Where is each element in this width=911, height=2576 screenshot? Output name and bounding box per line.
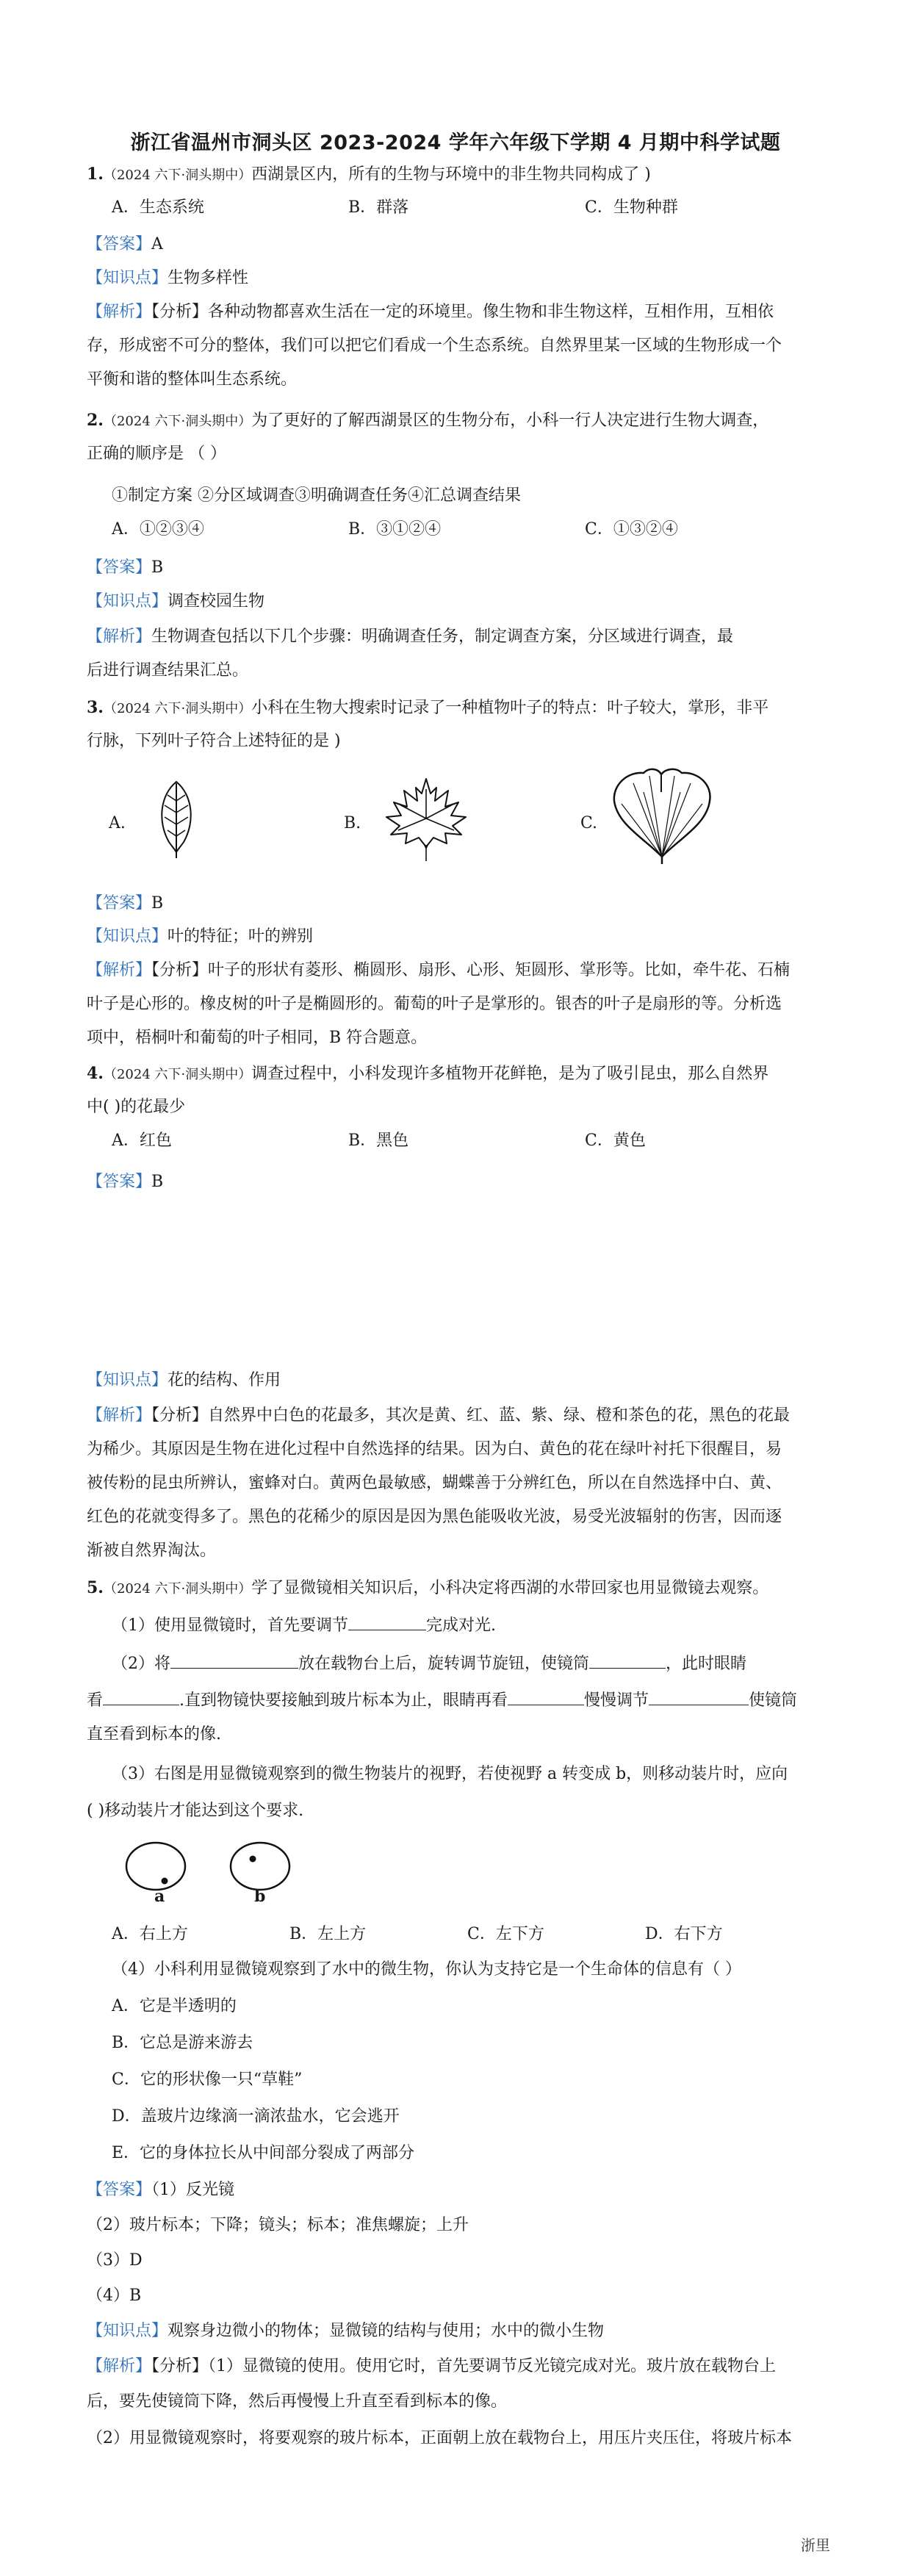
q5-3-option-a: A．右上方 — [112, 1925, 188, 1943]
question-text: 中( )的花最少 — [87, 1098, 186, 1116]
answer-tag: 【答案】 — [87, 235, 152, 253]
q5-part3-cont: ( )移动装片才能达到这个要求. — [87, 1802, 304, 1820]
ovate-leaf-icon — [147, 779, 206, 860]
ginkgo-leaf-icon — [607, 763, 717, 866]
q3-analysis-line — [87, 960, 790, 982]
answer-blank[interactable] — [348, 1613, 426, 1630]
analysis-tag: 【解析】 — [87, 303, 152, 321]
q2-option-b: B．③①②④ — [348, 520, 442, 539]
part-text: 使镜筒 — [749, 1691, 798, 1710]
part-text: ，此时眼睛 — [666, 1655, 747, 1673]
part-text: 放在载物台上后，旋转调节旋钮，使镜筒 — [298, 1655, 590, 1673]
q3-option-b-label: B. — [344, 814, 361, 832]
question-number: 3. — [87, 698, 104, 717]
q5-4-option-c: C．它的形状像一只“草鞋” — [112, 2070, 303, 2089]
q5-analysis-line: 后，要先使镜筒下降，然后再慢慢上升直至看到标本的像。 — [87, 2392, 508, 2411]
answer-blank[interactable] — [649, 1688, 749, 1705]
q3-analysis-line: 项中，梧桐叶和葡萄的叶子相同，B 符合题意。 — [87, 1029, 428, 1047]
q5-4-option-e: E．它的身体拉长从中间部分裂成了两部分 — [112, 2144, 415, 2162]
q5-analysis-line: （2）用显微镜观察时，将要观察的玻片标本，正面朝上放在载物台上，用压片夹压住，将玻片标本 — [87, 2429, 793, 2447]
q2-knowledge — [87, 591, 264, 613]
q5-3-option-c: C．左下方 — [467, 1925, 544, 1943]
answer-value: （1）反光镜 — [151, 2181, 235, 2199]
question-text: 小科在生物大搜索时记录了一种植物叶子的特点：叶子较大，掌形，非平 — [251, 699, 769, 717]
question-text: 西湖景区内，所有的生物与环境中的非生物共同构成了 ) — [251, 165, 651, 184]
q3-option-c-label: C. — [580, 814, 598, 832]
q4-analysis-line: 渐被自然界淘汰。 — [87, 1541, 217, 1560]
q4-analysis-line: 为稀少。其原因是生物在进化过程中自然选择的结果。因为白、黄色的花在绿叶衬托下很醒目，易 — [87, 1440, 782, 1458]
knowledge-tag: 【知识点】 — [87, 592, 168, 611]
answer-tag: 【答案】 — [87, 2181, 152, 2199]
q5-3-option-d: D．右下方 — [645, 1925, 723, 1943]
q3-answer — [87, 893, 163, 915]
question-source: （2024 六下·洞头期中） — [103, 168, 252, 183]
palmate-leaf-icon — [382, 774, 470, 863]
analysis-text: 【分析】（1）显微镜的使用。使用它时，首先要调节反光镜完成对光。玻片放在载物台上 — [151, 2357, 777, 2375]
q1-option-c: C．生物种群 — [585, 198, 678, 217]
q1-answer — [87, 234, 163, 256]
question-number: 4. — [87, 1064, 104, 1083]
q1-analysis-line: 平衡和谐的整体叫生态系统。 — [87, 370, 298, 389]
q1-analysis-line — [87, 301, 774, 323]
question-text: 行脉，下列叶子符合上述特征的是 ) — [87, 732, 341, 750]
q5-4-option-b: B．它总是游来游去 — [112, 2034, 253, 2052]
q4-option-a: A．红色 — [112, 1132, 172, 1150]
q4-answer — [87, 1171, 163, 1193]
knowledge-tag: 【知识点】 — [87, 269, 168, 287]
answer-tag: 【答案】 — [87, 894, 152, 913]
q3-knowledge — [87, 926, 313, 948]
part-text: （1）使用显微镜时，首先要调节 — [112, 1616, 348, 1635]
knowledge-value: 生物多样性 — [168, 269, 249, 287]
answer-tag: 【答案】 — [87, 558, 152, 577]
q1-option-a: A．生态系统 — [112, 198, 204, 217]
question-2 — [87, 409, 768, 433]
q4-analysis-line — [87, 1405, 790, 1427]
question-text: 调查过程中，小科发现许多植物开花鲜艳，是为了吸引昆虫，那么自然界 — [251, 1065, 769, 1083]
field-b-label: b — [254, 1887, 266, 1906]
analysis-tag: 【解析】 — [87, 627, 152, 646]
knowledge-value: 花的结构、作用 — [168, 1371, 281, 1389]
q2-option-a: A．①②③④ — [112, 520, 204, 539]
answer-tag: 【答案】 — [87, 1173, 152, 1191]
q5-analysis-line — [87, 2356, 776, 2378]
answer-blank[interactable] — [103, 1688, 179, 1705]
page-title: 浙江省温州市洞头区 2023-2024 学年六年级下学期 4 月期中科学试题 — [130, 132, 781, 154]
q4-option-c: C．黄色 — [585, 1132, 646, 1150]
knowledge-tag: 【知识点】 — [87, 2322, 168, 2340]
question-4 — [87, 1062, 768, 1086]
analysis-tag: 【解析】 — [87, 2357, 152, 2375]
part-text: 完成对光. — [426, 1616, 496, 1635]
knowledge-value: 叶的特征；叶的辨别 — [168, 927, 314, 946]
knowledge-tag: 【知识点】 — [87, 927, 168, 946]
answer-value: B — [151, 558, 164, 577]
analysis-tag: 【解析】 — [87, 961, 152, 979]
question-number: 1. — [87, 165, 104, 184]
analysis-text: 生物调查包括以下几个步骤：明确调查任务，制定调查方案，分区域进行调查，最 — [151, 627, 734, 646]
q4-option-b: B．黑色 — [348, 1132, 409, 1150]
knowledge-value: 观察身边微小的物体；显微镜的结构与使用；水中的微小生物 — [168, 2322, 605, 2340]
q2-steps: ①制定方案 ②分区域调查③明确调查任务④汇总调查结果 — [112, 486, 521, 505]
q1-analysis-line: 存，形成密不可分的整体，我们可以把它们看成一个生态系统。自然界里某一区域的生物形成一个 — [87, 337, 782, 355]
knowledge-value: 调查校园生物 — [168, 592, 265, 611]
analysis-text: 【分析】叶子的形状有菱形、椭圆形、扇形、心形、矩圆形、掌形等。比如，牵牛花、石楠 — [151, 961, 791, 979]
q4-analysis-line: 被传粉的昆虫所辨认，蜜蜂对白。黄两色最敏感，蝴蝶善于分辨红色，所以在自然选择中白、黄、 — [87, 1474, 782, 1492]
q5-knowledge — [87, 2320, 604, 2342]
q5-part1 — [112, 1613, 496, 1637]
q2-option-c: C．①③②④ — [585, 520, 678, 539]
question-number: 5. — [87, 1578, 104, 1597]
knowledge-tag: 【知识点】 — [87, 1371, 168, 1389]
q1-option-b: B．群落 — [348, 198, 409, 217]
q5-part2 — [112, 1652, 746, 1675]
part-text: 看 — [87, 1691, 104, 1710]
field-a-label: a — [154, 1887, 165, 1906]
part-text: .直到物镜快要接触到玻片标本为止，眼睛再看 — [179, 1691, 508, 1710]
q5-answer-line: （4）B — [87, 2287, 142, 2305]
q5-answer — [87, 2179, 234, 2201]
analysis-text: 【分析】各种动物都喜欢生活在一定的环境里。像生物和非生物这样，互相作用，互相依 — [151, 303, 774, 321]
q5-part4: （4）小科利用显微镜观察到了水中的微生物，你认为支持它是一个生命体的信息有（ ） — [112, 1960, 741, 1979]
q5-part2-end: 直至看到标本的像. — [87, 1725, 221, 1744]
q5-answer-line: （2）玻片标本；下降；镜头；标本；准焦螺旋；上升 — [87, 2216, 469, 2234]
answer-value: A — [151, 235, 163, 253]
q3-analysis-line: 叶子是心形的。橡皮树的叶子是椭圆形的。葡萄的叶子是掌形的。银杏的叶子是扇形的等。分析选 — [87, 995, 782, 1013]
q5-4-option-a: A．它是半透明的 — [112, 1997, 237, 2015]
q5-4-option-d: D．盖玻片边缘滴一滴浓盐水，它会逃开 — [112, 2107, 400, 2126]
question-source: （2024 六下·洞头期中） — [103, 1067, 252, 1082]
question-text: 学了显微镜相关知识后，小科决定将西湖的水带回家也用显微镜去观察。 — [251, 1579, 769, 1597]
answer-blank[interactable] — [170, 1652, 298, 1669]
question-1 — [87, 163, 651, 187]
question-source: （2024 六下·洞头期中） — [103, 701, 252, 716]
answer-value: B — [151, 1173, 164, 1191]
answer-blank[interactable] — [508, 1688, 584, 1705]
q1-knowledge — [87, 267, 248, 289]
q3-option-a-label: A. — [109, 814, 126, 832]
analysis-text: 【分析】自然界中白色的花最多，其次是黄、红、蓝、紫、绿、橙和茶色的花，黑色的花最 — [151, 1406, 791, 1425]
question-source: （2024 六下·洞头期中） — [103, 1581, 252, 1597]
q2-answer — [87, 557, 163, 579]
q5-3-option-b: B．左上方 — [289, 1925, 367, 1943]
part-text: （2）将 — [112, 1655, 170, 1673]
answer-blank[interactable] — [589, 1652, 666, 1669]
q2-analysis-line — [87, 626, 733, 648]
analysis-tag: 【解析】 — [87, 1406, 152, 1425]
question-3 — [87, 697, 768, 720]
question-number: 2. — [87, 411, 104, 430]
question-text: 为了更好的了解西湖景区的生物分布，小科一行人决定进行生物大调查， — [251, 411, 769, 430]
q4-knowledge — [87, 1370, 281, 1392]
q5-part3: （3）右图是用显微镜观察到的微生物装片的视野，若使视野 a 转变成 b，则移动装片时，应向 — [112, 1765, 788, 1783]
question-5 — [87, 1577, 768, 1600]
question-source: （2024 六下·洞头期中） — [103, 414, 252, 429]
q5-part2-cont — [87, 1688, 797, 1712]
q4-analysis-line: 红色的花就变得多了。黑色的花稀少的原因是因为黑色能吸收光波，易受光波辐射的伤害，因而逐 — [87, 1508, 782, 1526]
q5-answer-line: （3）D — [87, 2251, 143, 2270]
part-text: 慢慢调节 — [584, 1691, 649, 1710]
page-footer: 浙里 — [801, 2536, 830, 2554]
question-text: 正确的顺序是 （ ） — [87, 445, 226, 463]
answer-value: B — [151, 894, 164, 913]
q2-analysis-line: 后进行调查结果汇总。 — [87, 661, 249, 680]
